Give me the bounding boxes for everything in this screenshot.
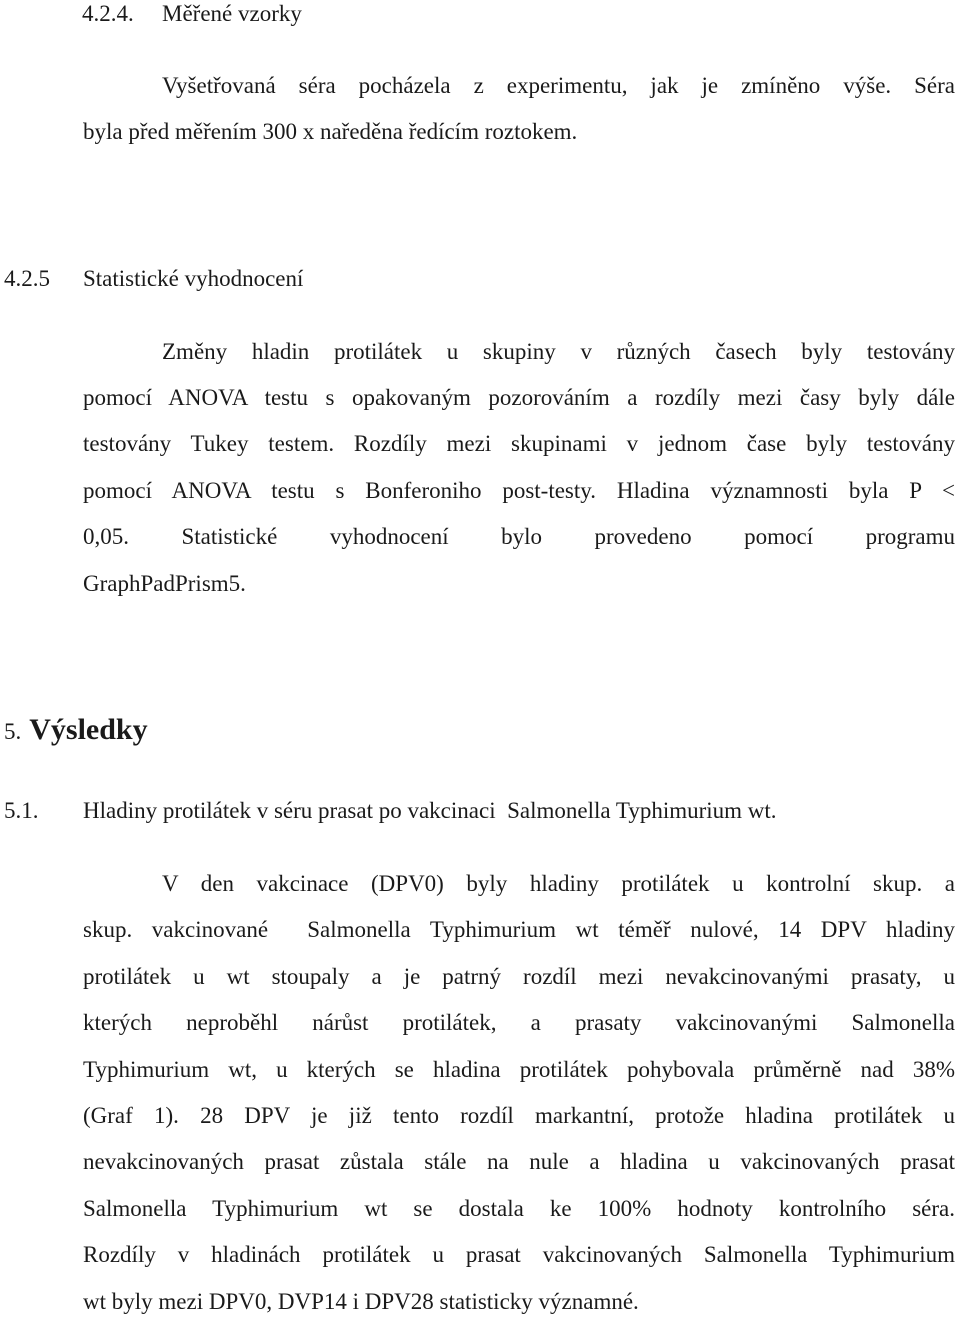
paragraph-line: Salmonella Typhimurium wt se dostala ke 100% hodnoty kontrolního séra. <box>83 1196 955 1221</box>
paragraph-line: V den vakcinace (DPV0) byly hladiny protilátek u kontrolní skup. a <box>162 871 955 896</box>
chapter-heading <box>4 715 148 745</box>
section-number-51: 5.1. <box>4 798 39 823</box>
paragraph-line: 0,05. Statistické vyhodnocení bylo provedeno pomocí programu <box>83 524 955 549</box>
paragraph-line: GraphPadPrism5. <box>83 571 246 596</box>
paragraph-line: Rozdíly v hladinách protilátek u prasat vakcinovaných Salmonella Typhimurium <box>83 1242 955 1267</box>
paragraph-line: pomocí ANOVA testu s opakovaným pozorováním a rozdíly mezi časy byly dále <box>83 385 955 410</box>
section-title-51: Hladiny protilátek v séru prasat po vakcinaci Salmonella Typhimurium wt. <box>83 798 777 823</box>
paragraph-line: pomocí ANOVA testu s Bonferoniho post-testy. Hladina významnosti byla P < <box>83 478 955 503</box>
paragraph-line: Vyšetřovaná séra pocházela z experimentu, jak je zmíněno výše. Séra <box>162 73 955 98</box>
section-title-425: Statistické vyhodnocení <box>83 266 304 291</box>
paragraph-line: kterých neproběhl nárůst protilátek, a prasaty vakcinovanými Salmonella <box>83 1010 955 1035</box>
paragraph-line: nevakcinovaných prasat zůstala stále na nule a hladina u vakcinovaných prasat <box>83 1149 955 1174</box>
paragraph-line: wt byly mezi DPV0, DVP14 i DPV28 statisticky významné. <box>83 1289 639 1314</box>
paragraph-line: protilátek u wt stoupaly a je patrný rozdíl mezi nevakcinovanými prasaty, u <box>83 964 955 989</box>
chapter-number: 5. <box>4 719 22 744</box>
paragraph-line: byla před měřením 300 x naředěna ředícím roztokem. <box>83 119 578 144</box>
section-number-425: 4.2.5 <box>4 266 50 291</box>
section-number-424: 4.2.4. <box>82 1 134 26</box>
paragraph-line: Změny hladin protilátek u skupiny v různých časech byly testovány <box>162 339 955 364</box>
paragraph-line: Typhimurium wt, u kterých se hladina protilátek pohybovala průměrně nad 38% <box>83 1057 955 1082</box>
section-title-424: Měřené vzorky <box>162 1 302 26</box>
chapter-title: Výsledky <box>29 713 148 746</box>
paragraph-line: testovány Tukey testem. Rozdíly mezi skupinami v jednom čase byly testovány <box>83 431 955 456</box>
paragraph-line: (Graf 1). 28 DPV je již tento rozdíl markantní, protože hladina protilátek u <box>83 1103 955 1128</box>
paragraph-line: skup. vakcinované Salmonella Typhimurium wt téměř nulové, 14 DPV hladiny <box>83 917 955 942</box>
